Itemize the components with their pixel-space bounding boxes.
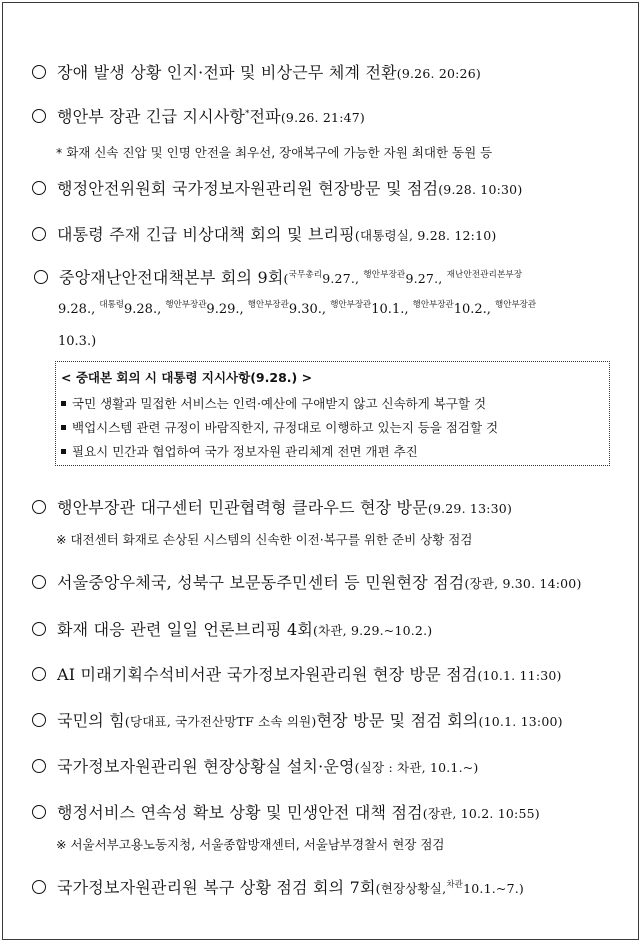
item-text: 행안부 장관 긴급 지시사항 <box>57 107 246 126</box>
item-text: 국민의 힘 <box>57 711 125 730</box>
note-daejeon: ※ 대전센터 화재로 손상된 시스템의 신속한 이전·복구를 위한 준비 상황 점검 <box>56 532 473 547</box>
item-text: 전파 <box>249 107 281 126</box>
item-detail: (당대표, 국가전산망TF 소속 의원) <box>124 714 317 729</box>
circle-bullet-icon <box>32 65 46 79</box>
item-date: (차관, 9.29.~10.2.) <box>313 623 433 638</box>
item-ai-secretary-visit <box>32 662 632 685</box>
circle-bullet-icon <box>32 109 46 123</box>
item-text: 대통령 주재 긴급 비상대책 회의 및 브리핑 <box>57 225 355 244</box>
note-directive: * 화재 신속 진압 및 인명 안전을 최우선, 장애복구에 가능한 자원 최대한 동원 등 <box>56 145 493 160</box>
item-situation-room <box>32 754 632 777</box>
item-date: 10.1.~7.) <box>463 881 524 896</box>
item-date: (9.28. 10:30) <box>438 182 523 197</box>
item-text: 행정안전위원회 국가정보자원관리원 현장방문 및 점검 <box>57 179 439 198</box>
circle-bullet-icon <box>32 759 46 773</box>
meeting-date: 9.27., <box>322 271 360 286</box>
item-date: (10.1. 13:00) <box>478 714 563 729</box>
item-text: 중앙재난안전대책본부 회의 9회 <box>59 268 284 287</box>
item-text: 국가정보자원관리원 복구 상황 점검 회의 7회 <box>57 878 376 897</box>
circle-bullet-icon <box>32 575 46 589</box>
circle-bullet-icon <box>32 622 46 636</box>
item-detail: (현장상황실, <box>375 881 447 896</box>
circle-bullet-icon <box>32 880 46 894</box>
item-civil-service-check <box>32 570 632 593</box>
circle-bullet-icon <box>32 500 46 514</box>
paren: ( <box>283 271 289 286</box>
meeting-chair: 행안부장관 <box>330 300 372 310</box>
directive-bullet: 필요시 민간과 협업하여 국가 정보자원 관리체계 전면 개편 추진 <box>61 442 418 460</box>
meetings-line-3 <box>58 334 96 349</box>
meeting-chair: 행안부장관 <box>247 300 289 310</box>
item-disaster-hq-meetings <box>34 265 634 288</box>
item-text: 행안부장관 대구센터 민관협력형 클라우드 현장 방문 <box>57 498 428 517</box>
box-title: < 중대본 회의 시 대통령 지시사항(9.28.) > <box>61 370 313 385</box>
meeting-date: 9.30., <box>288 302 327 317</box>
meeting-chair: 행안부장관 <box>363 270 406 280</box>
meeting-chair: 행안부장관 <box>495 300 537 310</box>
note-seoul-sites: ※ 서울서부고용노동지청, 서울종합방재센터, 서울남부경찰서 현장 점검 <box>56 837 445 852</box>
item-date: (10.1. 11:30) <box>477 668 562 683</box>
circle-bullet-icon <box>34 270 48 284</box>
item-text: 국가정보자원관리원 현장상황실 설치·운영 <box>57 757 355 776</box>
item-service-continuity <box>32 800 632 823</box>
item-text: 서울중앙우체국, 성북구 보문동주민센터 등 민원현장 점검 <box>57 573 465 592</box>
item-text: 현장 방문 및 점검 회의 <box>316 711 479 730</box>
item-date: (9.26. 21:47) <box>280 110 365 125</box>
meeting-date: 9.28., <box>58 302 96 317</box>
item-text: 장애 발생 상황 인지·전파 및 비상근무 체계 전환 <box>57 63 397 82</box>
presidential-directives-box <box>55 361 610 466</box>
item-party-visit <box>32 708 632 731</box>
item-date: (9.29. 13:30) <box>427 501 513 516</box>
item-press-briefing <box>32 617 632 640</box>
meeting-date: 9.28., <box>124 302 162 317</box>
item-committee-visit <box>32 176 632 199</box>
item-recovery-meetings <box>32 875 632 898</box>
meeting-date: 9.29., <box>206 302 244 317</box>
meetings-line-2 <box>58 302 536 317</box>
item-date: (장관, 10.2. 10:55) <box>422 806 540 821</box>
item-date: (9.26. 20:26) <box>396 66 481 81</box>
item-date: (실장 : 차관, 10.1.~) <box>354 760 479 775</box>
item-date: (대통령실, 9.28. 12:10) <box>354 228 497 243</box>
square-bullet-icon <box>61 425 66 430</box>
square-bullet-icon <box>61 401 66 406</box>
circle-bullet-icon <box>32 227 46 241</box>
meeting-date: 10.2., <box>453 302 491 317</box>
meeting-date: 10.3.) <box>58 334 97 349</box>
square-bullet-icon <box>61 449 66 454</box>
circle-bullet-icon <box>32 805 46 819</box>
meeting-chair: 재난안전관리본부장 <box>446 270 523 280</box>
meeting-date: 10.1., <box>371 302 409 317</box>
directive-bullet: 백업시스템 관련 규정이 바람직한지, 규정대로 이행하고 있는지 등을 점검할 것 <box>61 418 498 436</box>
meeting-chair: 국무총리 <box>288 270 323 280</box>
meeting-chair: 차관 <box>446 880 464 890</box>
item-text: 화재 대응 관련 일일 언론브리핑 4회 <box>57 620 313 639</box>
directive-bullet: 국민 생활과 밀접한 서비스는 인력·예산에 구애받지 않고 신속하게 복구할 것 <box>61 394 486 412</box>
circle-bullet-icon <box>32 181 46 195</box>
item-minister-directive <box>32 104 632 127</box>
circle-bullet-icon <box>32 667 46 681</box>
item-outage-response <box>32 60 632 83</box>
item-presidential-meeting <box>32 222 632 245</box>
item-daegu-visit <box>32 495 632 518</box>
circle-bullet-icon <box>32 713 46 727</box>
item-text: AI 미래기획수석비서관 국가정보자원관리원 현장 방문 점검 <box>57 665 478 684</box>
footnote-mark: * <box>245 109 250 119</box>
item-date: (장관, 9.30. 14:00) <box>464 576 582 591</box>
meeting-chair: 대통령 <box>99 300 124 310</box>
meeting-chair: 행안부장관 <box>165 300 207 310</box>
meeting-chair: 행안부장관 <box>412 300 454 310</box>
item-text: 행정서비스 연속성 확보 상황 및 민생안전 대책 점검 <box>57 803 423 822</box>
meeting-date: 9.27., <box>405 271 443 286</box>
